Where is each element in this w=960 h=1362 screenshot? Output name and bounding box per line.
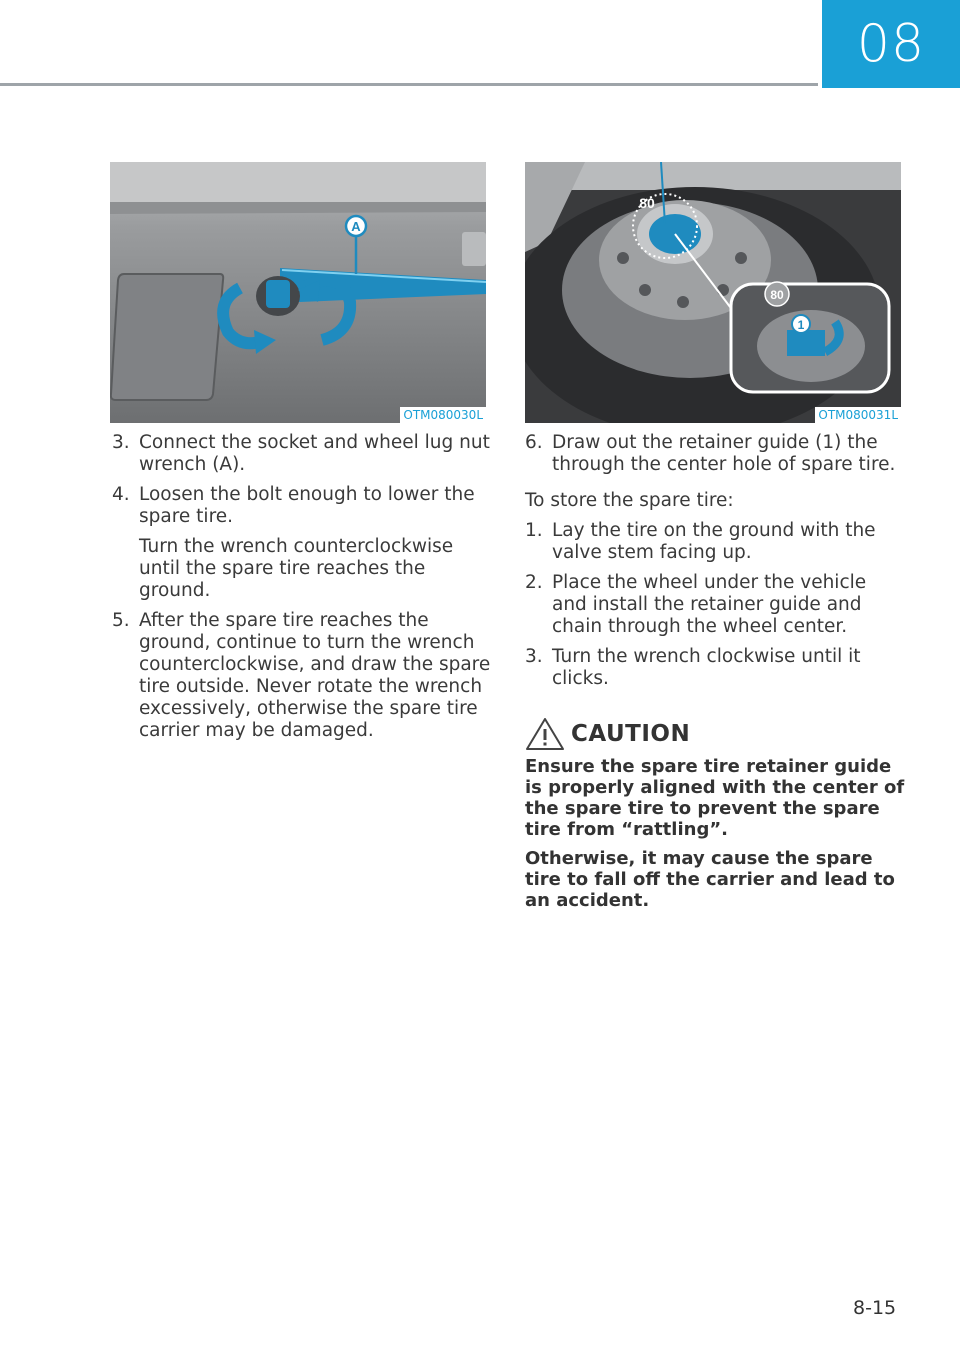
list-item <box>525 646 905 690</box>
caution-body <box>525 756 905 911</box>
figure-wrench-socket <box>110 162 486 423</box>
step-text: Lay the tire on the ground with the valve stem facing up. <box>552 520 876 563</box>
list-item <box>525 520 905 564</box>
list-item <box>112 432 492 476</box>
step-subtext: Turn the wrench counterclockwise until the spare tire reaches the ground. <box>139 536 454 601</box>
step-text: After the spare tire reaches the ground, continue to turn the wrench counterclockwise, and draw the spare tire outside. Never rotate the wrench excessively, otherwise the spare tire carrier may be damaged. <box>139 610 491 741</box>
figure-code: OTM080030L <box>400 407 486 423</box>
step-text: Connect the socket and wheel lug nut wrench (A). <box>139 432 490 475</box>
callout-a: A <box>351 219 361 234</box>
figure-code: OTM080031L <box>815 407 901 423</box>
step-text: Draw out the retainer guide (1) the through the center hole of spare tire. <box>552 432 896 475</box>
caution-title: CAUTION <box>571 721 691 747</box>
callout-1: 1 <box>797 318 805 332</box>
page-number: 8-15 <box>853 1297 897 1319</box>
step-number: 2. <box>525 572 543 593</box>
list-item <box>525 432 905 476</box>
right-column <box>525 432 905 919</box>
wrench-illustration <box>110 162 486 423</box>
spare-tire-illustration <box>525 162 901 423</box>
list-item <box>525 572 905 638</box>
caution-paragraph: Otherwise, it may cause the spare tire to fall off the carrier and lead to an accident. <box>525 848 895 911</box>
warning-triangle-icon <box>525 716 565 752</box>
list-item <box>112 484 492 602</box>
step-number: 3. <box>525 646 543 667</box>
figure-spare-tire <box>525 162 901 423</box>
header-rule <box>0 83 818 86</box>
left-column <box>112 432 492 750</box>
step-text: Loosen the bolt enough to lower the spare tire. <box>139 484 475 527</box>
caution-paragraph: Ensure the spare tire retainer guide is properly aligned with the center of the spare tire to prevent the spare tire from “rattling”. <box>525 756 905 840</box>
step-number: 4. <box>112 484 130 505</box>
step-number: 1. <box>525 520 543 541</box>
chapter-tab: 08 <box>822 0 960 88</box>
step-text: Turn the wrench clockwise until it clicks. <box>552 646 861 689</box>
caution-header <box>525 716 905 752</box>
callout-80-inset: 80 <box>770 288 784 302</box>
step-number: 3. <box>112 432 130 453</box>
step-number: 5. <box>112 610 130 631</box>
step-number: 6. <box>525 432 543 453</box>
list-item <box>112 610 492 742</box>
callout-80-main: 80 <box>639 195 655 211</box>
store-intro: To store the spare tire: <box>525 490 734 511</box>
step-text: Place the wheel under the vehicle and install the retainer guide and chain through the wheel center. <box>552 572 867 637</box>
